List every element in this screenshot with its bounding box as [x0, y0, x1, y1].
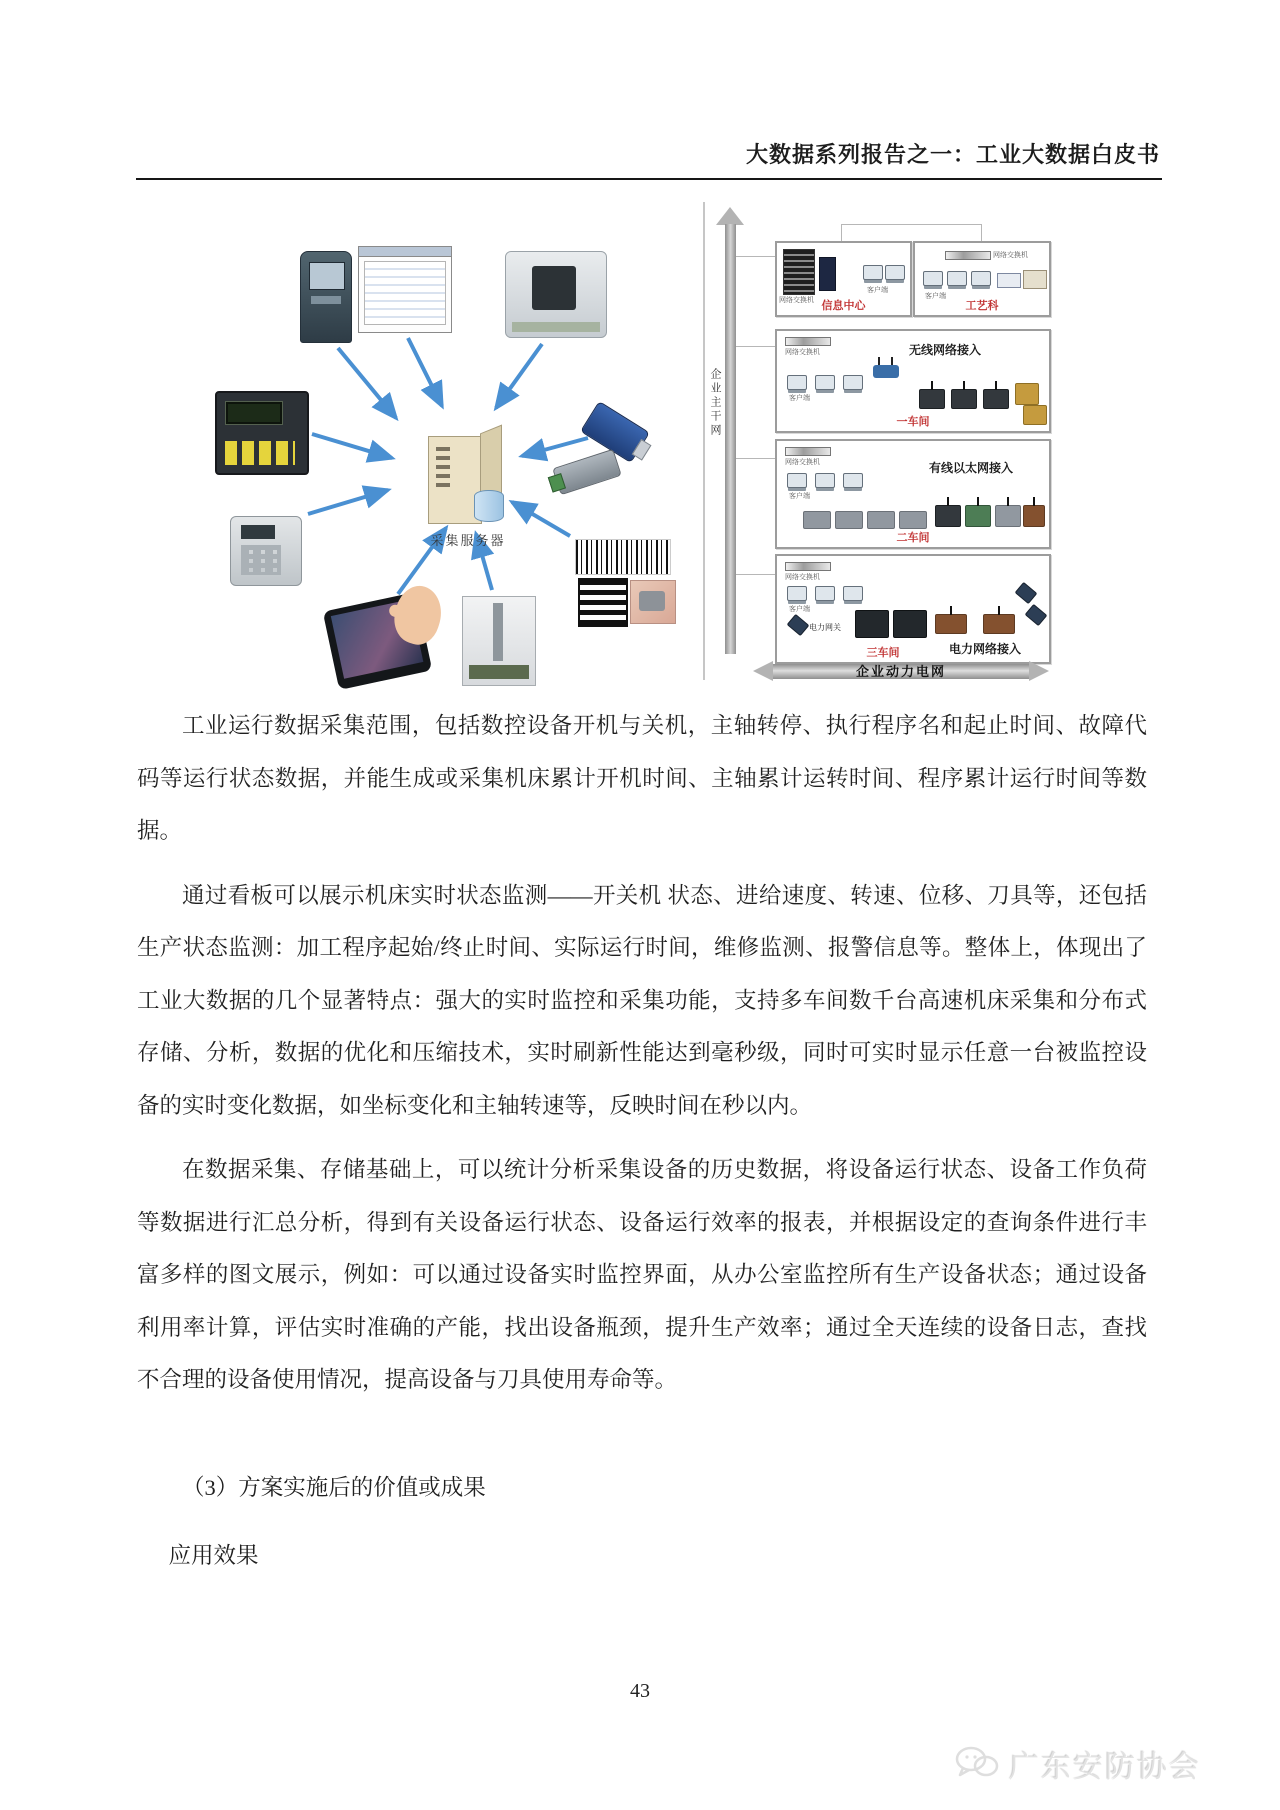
sub-heading: 应用效果 [168, 1543, 259, 1568]
wireless-machine-icon [951, 389, 977, 409]
client-pc-icon [815, 586, 835, 601]
collection-server-icon [428, 424, 508, 526]
wireless-machine-icon [919, 389, 945, 409]
client-pc-icon [885, 265, 905, 280]
server-tower-icon [819, 257, 836, 291]
client-label: 客户端 [789, 395, 810, 402]
client-pc-icon [787, 375, 807, 390]
network-switch-icon [945, 251, 991, 260]
wireless-machine-icon [983, 389, 1009, 409]
client-label: 客户端 [925, 293, 946, 300]
section-item-heading: （3）方案实施后的价值或成果 [182, 1475, 486, 1500]
page-number: 43 [630, 1680, 650, 1702]
client-pc-icon [815, 473, 835, 488]
bus-link [736, 256, 775, 257]
power-gateway-icon [787, 614, 810, 636]
client-label: 客户端 [789, 606, 810, 613]
info-center-label: 信息中心 [821, 300, 866, 312]
printer-icon [997, 273, 1021, 288]
bus-link [736, 458, 775, 459]
client-label: 客户端 [867, 287, 888, 294]
network-topology-diagram [645, 196, 1068, 694]
backbone-bus [725, 224, 736, 654]
collection-server-label: 采集服务器 [430, 533, 506, 548]
workshop2-label: 二车间 [896, 532, 930, 544]
workshop3-box [775, 554, 1051, 664]
machine-icon [935, 614, 967, 634]
server-rack-icon [783, 249, 815, 295]
switch-label: 网络交换机 [785, 574, 820, 581]
paragraph-1: 工业运行数据采集范围，包括数控设备开机与关机，主轴转停、执行程序名和起止时间、故障代码等运行状态数据，并能生成或采集机床累计开机时间、主轴累计运转时间、程序累计运行时间等数据。 [137, 713, 1147, 843]
hub-diagram [140, 196, 645, 696]
network-switch-icon [785, 337, 831, 346]
power-bar-right-arrow [1029, 661, 1049, 681]
card-reader-icon [230, 516, 302, 586]
watermark-text: 广东安防协会 [1009, 1751, 1201, 1784]
machine-icon [835, 511, 863, 529]
workshop2-box [775, 439, 1051, 549]
machine-icon [899, 511, 927, 529]
switch-label: 网络交换机 [785, 459, 820, 466]
switch-label: 网络交换机 [993, 252, 1028, 259]
wired-access-label: 有线以太网接入 [929, 461, 1014, 475]
power-grid-label: 企业动力电网 [855, 664, 946, 679]
software-window-icon [358, 246, 452, 333]
network-switch-icon [785, 562, 831, 571]
info-center-box [775, 241, 912, 317]
machine-icon [1015, 383, 1039, 405]
power-meter-icon [1025, 604, 1048, 626]
report-header-title: 大数据系列报告之一：工业大数据白皮书 [745, 142, 1160, 167]
measuring-machine-icon [462, 596, 536, 686]
client-pc-icon [787, 586, 807, 601]
machine-icon [983, 614, 1015, 634]
bus-link [736, 574, 775, 575]
cnc-machine-icon [505, 251, 607, 338]
client-pc-icon [815, 375, 835, 390]
kiosk-terminal-icon [300, 251, 352, 343]
power-gateway-label: 电力网关 [809, 623, 841, 632]
watermark [955, 1742, 1201, 1786]
paragraph-3: 在数据采集、存储基础上，可以统计分析采集设备的历史数据，将设备运行状态、设备工作负荷等数据进行汇总分析，得到有关设备运行状态、设备运行效率的报表，并根据设定的查询条件进行丰富多样的图文展示，例如：可以通过设备实时监控界面，从办公室监控所有生产设备状态；通过设备利用率计算，评估实时准确的产能，找出设备瓶颈，提升生产效率；通过全天连续的设备日志，查找不合理的设备使用情况，提高设备与刀具使用寿命等。 [137, 1157, 1147, 1392]
workshop3-label: 三车间 [866, 647, 900, 659]
client-pc-icon [947, 271, 967, 286]
client-pc-icon [843, 586, 863, 601]
generator-icon [893, 610, 927, 638]
data-collection-figure [140, 196, 1068, 696]
backbone-label: 企业主干网 [709, 368, 721, 438]
bus-link [841, 224, 842, 241]
switch-label: 网络交换机 [785, 349, 820, 356]
adapter-machine-icon [965, 505, 991, 527]
power-meter-icon [1015, 582, 1038, 604]
client-pc-icon [843, 375, 863, 390]
power-bar-left-arrow [753, 661, 773, 681]
workshop1-box [775, 329, 1051, 433]
bus-link [736, 346, 775, 347]
switch-label: 网络交换机 [779, 297, 814, 304]
bus-link [981, 224, 982, 241]
backbone-arrow-icon [716, 207, 744, 225]
client-pc-icon [923, 271, 943, 286]
wireless-router-icon [873, 365, 899, 378]
paragraph-2: 通过看板可以展示机床实时状态监测——开关机 状态、进给速度、转速、位移、刀具等，还包括生产状态监测：加工程序起始/终止时间、实际运行时间，维修监测、报警信息等。整体上，体现出了工业大数据的几个显著特点：强大的实时监控和采集功能，支持多车间数千台高速机床采集和分布式存储、分析，数据的优化和压缩技术，实时刷新性能达到毫秒级，同时可实时显示任意一台被监控设备的实时变化数据，如坐标变化和主轴转速等，反映时间在秒以内。 [137, 882, 1147, 1118]
machine-icon [867, 511, 895, 529]
wechat-icon [955, 1745, 1001, 1783]
qr-code-icon [578, 578, 628, 627]
craft-dept-box [913, 241, 1051, 317]
adapter-machine-icon [1023, 505, 1045, 527]
adapter-machine-icon [935, 505, 961, 527]
client-pc-icon [787, 473, 807, 488]
client-pc-icon [863, 265, 883, 280]
diagram-edge-line [703, 202, 705, 680]
client-pc-icon [843, 473, 863, 488]
control-panel-icon [215, 391, 309, 475]
plotter-icon [1023, 270, 1047, 289]
bus-link [841, 224, 981, 225]
client-pc-icon [971, 271, 991, 286]
craft-dept-label: 工艺科 [965, 300, 999, 312]
adapter-machine-icon [995, 505, 1021, 527]
machine-icon [803, 511, 831, 529]
header-divider [136, 178, 1162, 180]
network-switch-icon [785, 447, 831, 456]
wireless-access-label: 无线网络接入 [909, 343, 982, 357]
client-label: 客户端 [789, 493, 810, 500]
workshop1-label: 一车间 [896, 416, 930, 428]
power-access-label: 电力网络接入 [949, 642, 1022, 656]
generator-icon [855, 610, 889, 638]
body-text [137, 700, 1147, 1419]
